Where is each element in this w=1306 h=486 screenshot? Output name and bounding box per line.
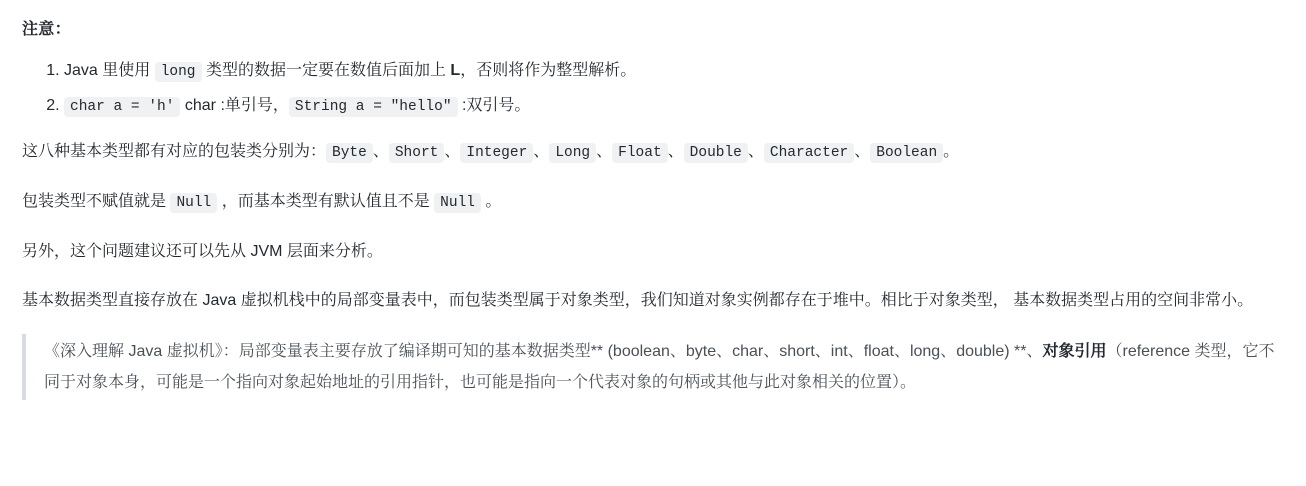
wrapper-end-text: 。 [943,143,960,161]
inline-code-char-decl: char a = 'h' [64,97,180,117]
inline-code-character: Character [764,143,854,163]
inline-code-long: long [155,62,202,82]
inline-code-long-wrapper: Long [549,143,596,163]
list-item-text-post: 类型的数据一定要在数值后面加上 [201,62,451,79]
notice-list [22,56,1284,121]
inline-code-byte: Byte [326,143,373,163]
inline-code-short: Short [389,143,445,163]
type-separator: 、 [747,143,764,161]
list-item [64,56,1284,87]
inline-code-integer: Integer [460,143,533,163]
inline-code-boolean: Boolean [870,143,943,163]
jvm-hint-paragraph: 另外，这个问题建议还可以先从 JVM 层面来分析。 [22,242,383,260]
inline-code-null-1: Null [170,193,217,213]
inline-code-string-decl: String a = "hello" [289,97,458,117]
type-separator: 、 [533,143,550,161]
quote-part-1: 《深入理解 Java 虚拟机》：局部变量表主要存放了编译期可知的基本数据类型** (boolean、byte、char、short、int、float、long、double) **、 [44,342,1043,360]
inline-code-float: Float [612,143,668,163]
list-item-bold-l: L [450,62,461,79]
type-separator: 、 [596,143,613,161]
list-item-text-mid: char :单引号， [180,96,289,114]
wrapper-types-paragraph [22,137,1284,167]
inline-code-double: Double [684,143,748,163]
list-item-text-tail: :双引号。 [457,96,531,114]
null-default-paragraph [22,187,1284,217]
type-separator: 、 [667,143,684,161]
null-pre-text: 包装类型不赋值就是 [22,192,171,210]
null-mid-text: ，而基本类型有默认值且不是 [217,192,435,210]
inline-code-null-2: Null [434,193,481,213]
list-item-text-pre: Java 里使用 [64,62,155,79]
stack-heap-paragraph: 基本数据类型直接存放在 Java 虚拟机栈中的局部变量表中，而包装类型属于对象类型，我们知道对象实例都存在于堆中。相比于对象类型， 基本数据类型占用的空间非常小。 [22,292,1254,310]
type-separator: 、 [854,143,871,161]
type-separator: 、 [372,143,389,161]
quote-strong-object-reference: 对象引用 [1042,342,1107,360]
notice-heading: 注意： [22,21,71,38]
book-quote [22,334,1284,400]
list-item-text-tail: ，否则将作为整型解析。 [460,62,637,79]
null-tail-text: 。 [480,192,502,210]
wrapper-lead-text: 这八种基本类型都有对应的包装类分别为： [22,143,327,161]
quote-text [44,336,1284,398]
quote-part-2: （reference 类型，它不同于对象本身，可能是一个指向对象起始地址的引用指针，也可能是指向一个代表对象的句柄或其他与此对象相关的位置）。 [44,342,1275,392]
list-item [64,91,1284,122]
type-separator: 、 [444,143,461,161]
